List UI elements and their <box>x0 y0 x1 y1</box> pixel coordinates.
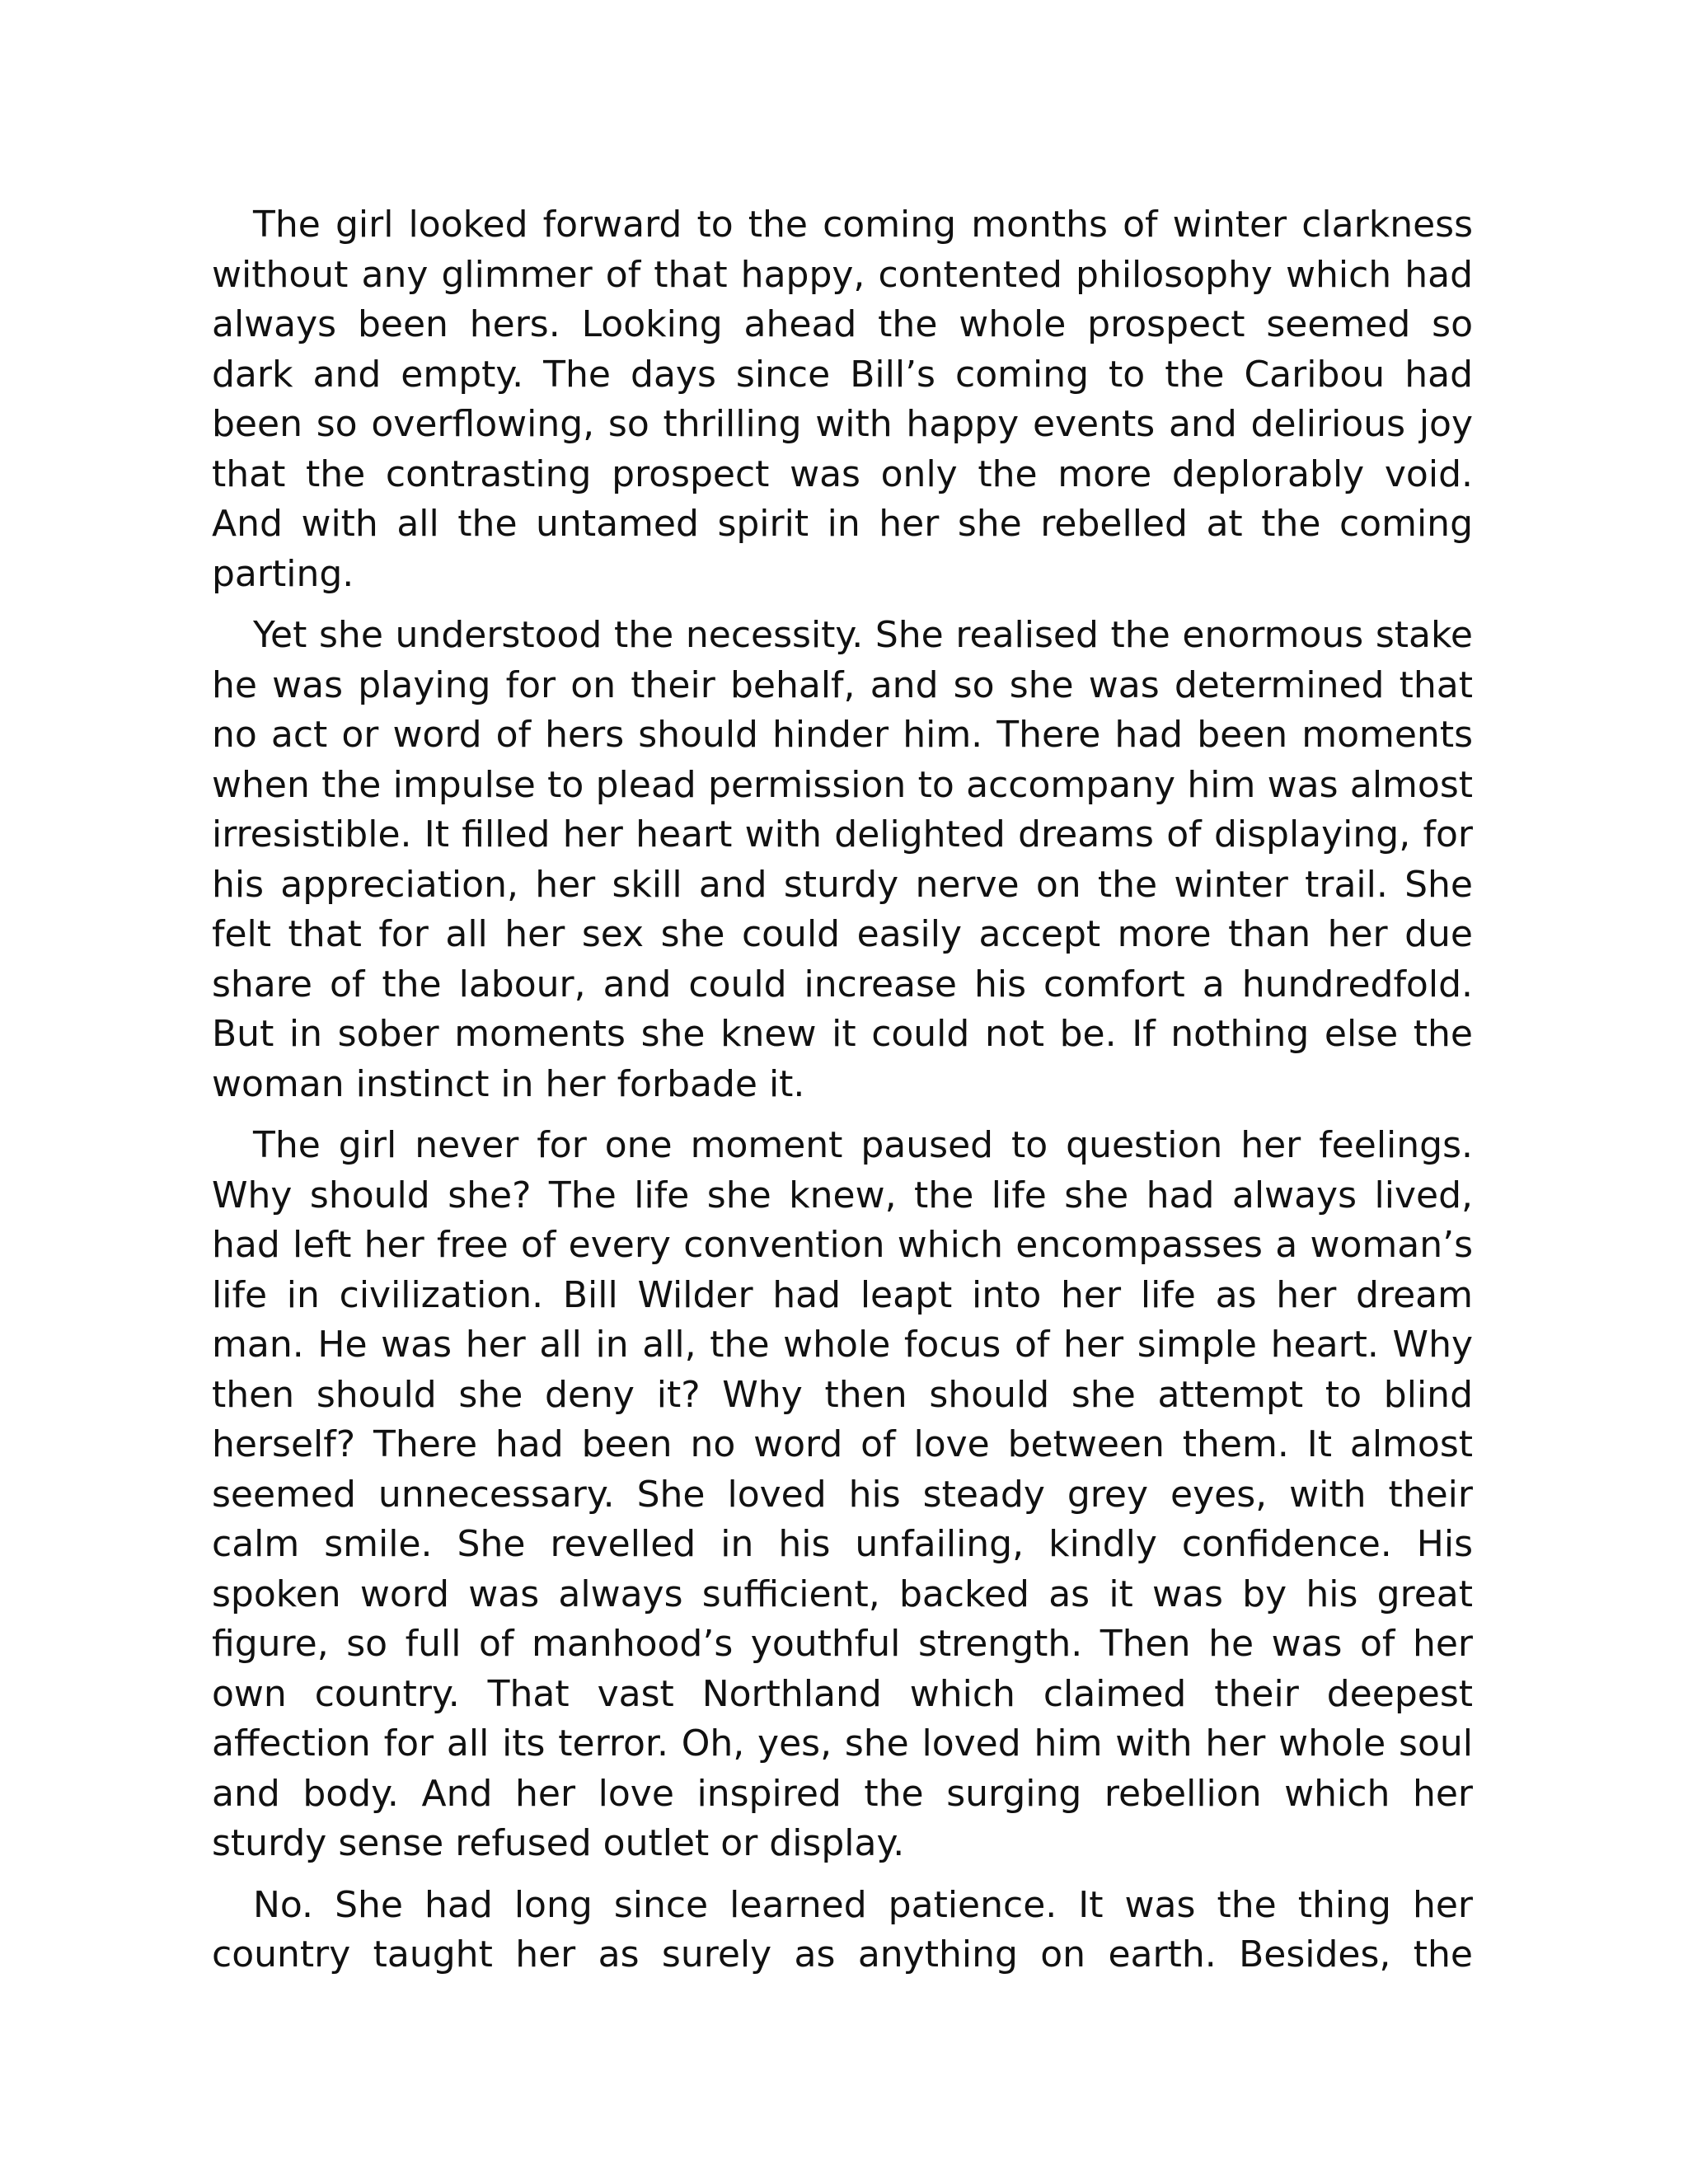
paragraph-4: No. She had long since learned patience. It was the thing her country taught her as surely as anything on earth. Besides, the <box>212 1883 1473 1975</box>
paragraph-3: The girl never for one moment paused to question her feelings. Why should she? The life she knew, the life she had always lived, had left her free of every convention which encompasses a woman’s life in civilization. Bill Wilder had leapt into her life as her dream man. He was her all in all, the whole focus of her simple heart. Why then should she deny it? Why then should she attempt to blind herself? There had been no word of love between them. It almost seemed unnecessary. She loved his steady grey eyes, with their calm smile. She revelled in his unfailing, kindly confidence. His spoken word was always sufficient, backed as it was by his great figure, so full of manhood’s youthful strength. Then he was of her own country. That vast Northland which claimed their deepest affection for all its terror. Oh, yes, she loved him with her whole soul and body. And her love inspired the surging rebellion which her sturdy sense refused outlet or display. <box>212 1124 1473 1864</box>
body-text <box>212 200 1473 1992</box>
paragraph-1: The girl looked forward to the coming months of winter clarkness without any glimmer of that happy, contented philosophy which had always been hers. Looking ahead the whole prospect seemed so dark and empty. The days since Bill’s coming to the Caribou had been so overflowing, so thrilling with happy events and delirious joy that the contrasting prospect was only the more deplorably void. And with all the untamed spirit in her she rebelled at the coming parting. <box>212 204 1473 595</box>
paragraph-2: Yet she understood the necessity. She realised the enormous stake he was playing for on their behalf, and so she was determined that no act or word of hers should hinder him. There had been moments when the impulse to plead permission to accompany him was almost irresistible. It filled her heart with delighted dreams of displaying, for his appreciation, her skill and sturdy nerve on the winter trail. She felt that for all her sex she could easily accept more than her due share of the labour, and could increase his comfort a hundredfold. But in sober moments she knew it could not be. If nothing else the woman instinct in her forbade it. <box>212 614 1473 1105</box>
